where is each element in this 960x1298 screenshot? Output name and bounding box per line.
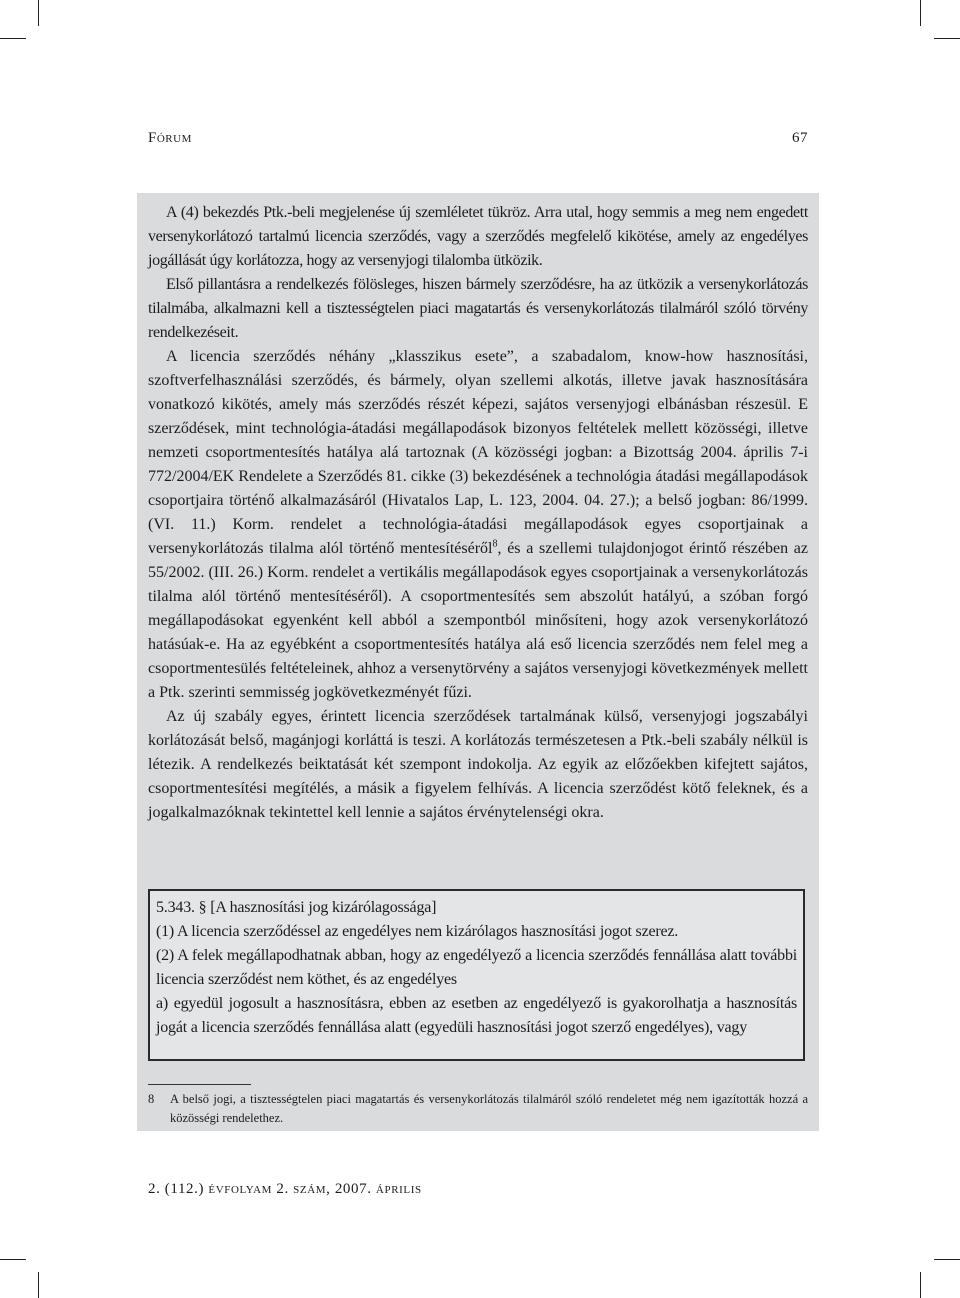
crop-mark — [0, 38, 26, 39]
issue-footer: 2. (112.) évfolyam 2. szám, 2007. április — [148, 1181, 422, 1197]
statute-line: (1) A licencia szerződéssel az engedélyes nem kizárólagos hasznosítási jogot szerez. — [156, 923, 679, 940]
paragraph-text: A licencia szerződés néhány „klasszikus esete”, a szabadalom, know-how hasznosítási, szoftverfelhasználási szerződés, és bármely, olyan szellemi alkotás, illetve javak hasznosítására vonatkozó kikötés, amely más szerződés részét képezi, sajátos versenyjogi elbánásban részesül. E szerződések, mint technológia-átadási megállapodások bizonyos feltételek mellett közösségi, illetve nemzeti csoportmentesítés hatálya alá tartoznak (A közösségi jogban: a Bizottság 2004. április 7-i 772/2004/EK Rendelete a Szerződés 81. cikke (3) bekezdésének a technológia átadási megállapodások csoportjaira történő alkalmazásáról (Hivatalos Lap, L. 123, 2004. 04. 27.); a belső jogban: 86/1999. (VI. 11.) Korm. rendelet a technológia-átadási megállapodások egyes csoportjainak a versenykorlátozás tilalma alól történő mentesítéséről — [148, 348, 808, 557]
footnote-reference: 8 — [492, 538, 498, 550]
body-paragraph — [148, 345, 808, 705]
crop-mark — [934, 38, 960, 39]
footnote-text: A belső jogi, a tisztességtelen piaci magatartás és versenykorlátozás tilalmáról szóló rendeletet még nem igazították hozzá a közösségi rendelethez. — [170, 1092, 808, 1125]
crop-mark — [38, 0, 39, 26]
statute-heading: 5.343. § [A hasznosítási jog kizárólagossága] — [156, 899, 437, 916]
running-header — [148, 130, 808, 152]
footnote — [148, 1090, 808, 1128]
crop-mark — [0, 1259, 26, 1260]
body-paragraph: Az új szabály egyes, érintett licencia szerződések tartalmának külső, versenyjogi jogszabályi korlátozását belső, magánjogi korláttá is teszi. A korlátozás természetesen a Ptk.-beli szabály nélkül is létezik. A rendelkezés beiktatását két szempont indokolja. Az egyik az előzőekben kifejtett sajátos, csoportmentesítési megítélés, a másik a figyelem felhívás. A licencia szerződést kötő feleknek, és a jogalkalmazóknak tekintettel kell lennie a sajátos érvénytelenségi okra. — [148, 708, 808, 821]
crop-mark — [920, 0, 921, 26]
body-paragraph: Első pillantásra a rendelkezés fölösleges, hiszen bármely szerződésre, ha az ütközik a versenykorlátozás tilalmába, alkalmazni kell a tisztességtelen piaci magatartás és versenykorlátozás tilalmáról szóló törvény rendelkezéseit. — [148, 276, 808, 341]
footnote-divider — [148, 1084, 251, 1085]
crop-mark — [934, 1259, 960, 1260]
page-number: 67 — [792, 130, 808, 146]
section-title: Fórum — [148, 130, 192, 146]
footnote-number: 8 — [148, 1092, 155, 1106]
body-paragraph: A (4) bekezdés Ptk.-beli megjelenése új szemléletet tükröz. Arra utal, hogy semmis a meg nem engedett versenykorlátozó tartalmú licencia szerződés, vagy a szerződés megfelelő kikötése, amely az engedélyes jogállását úgy korlátozza, hogy az versenyjogi tilalomba ütközik. — [148, 204, 808, 269]
main-text — [148, 201, 808, 825]
paragraph-text: , és a szellemi tulajdonjogot érintő részében az 55/2002. (III. 26.) Korm. rendelet a vertikális megállapodások egyes csoportjainak a versenykorlátozás tilalma alól történő mentesítéséről). A csoportmentesítés sem abszolút hatályú, a szóban forgó megállapodásokat egyenként kell abból a szempontból minősíteni, hogy azok versenykorlátozó hatásúak-e. Ha az egyébként a csoportmentesítés hatálya alá eső licencia szerződés nem felel meg a csoportmentesülés feltételeinek, ahhoz a versenytörvény a sajátos versenyjogi következmények mellett a Ptk. szerinti semmisség jogkövetkezményét fűzi. — [148, 540, 808, 701]
crop-mark — [920, 1272, 921, 1298]
crop-mark — [38, 1272, 39, 1298]
statute-text-box — [148, 889, 805, 1061]
statute-line: a) egyedül jogosult a hasznosításra, ebben az esetben az engedélyező is gyakorolhatja a hasznosítás jogát a licencia szerződés fennállása alatt (egyedüli hasznosítási jogot szerző engedélyes), vagy — [156, 995, 797, 1036]
statute-line: (2) A felek megállapodhatnak abban, hogy az engedélyező a licencia szerződés fennállása alatt további licencia szerződést nem köthet, és az engedélyes — [156, 947, 797, 988]
